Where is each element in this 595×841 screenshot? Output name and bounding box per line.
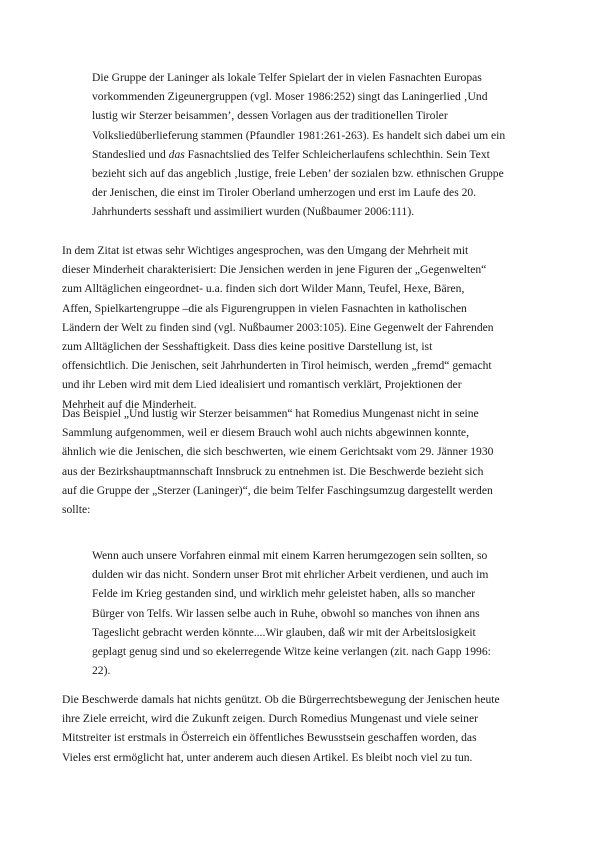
text-line: auf die Gruppe der „Sterzer (Laninger)“, die beim Telfer Faschingsumzug dargestellt werden [62,483,493,497]
text-line: bezieht sich auf das angeblich ‚lustige, freie Leben’ der sozialen bzw. ethnischen Gruppe [92,167,504,181]
text-line: und ihr Leben wird mit dem Lied idealisiert und romantisch verklärt, Projektionen der [62,378,462,392]
text-line: zum Alltäglichen eingeordnet- u.a. finden sich dort Wilder Mann, Teufel, Hexe, Bären, [62,282,465,296]
text-line: Sammlung aufgenommen, weil er diesem Brauch wohl auch nichts abgewinnen konnte, [62,426,469,440]
text-segment: Fasnachtslied des Telfer Schleicherlaufens schlechthin. Sein Text [184,147,490,161]
text-line: geplagt genug sind und so ekelerregende Witze keine verlangen (zit. nach Gapp 1996: [92,645,491,659]
text-line: aus der Bezirkshauptmannschaft Innsbruck zu entnehmen ist. Die Beschwerde bezieht sich [62,464,484,478]
text-line: Die Gruppe der Laninger als lokale Telfer Spielart der in vielen Fasnachten Europas [92,71,482,84]
text-line: dieser Minderheit charakterisiert: Die Jensichen werden in jene Figuren der „Gegenwelten“ [62,263,487,277]
text-line: zum Alltäglichen der Sesshaftigkeit. Dass dies keine positive Darstellung ist, ist [62,340,433,354]
text-line: dulden wir das nicht. Sondern unser Brot mit ehrlicher Arbeit verdienen, und auch im [92,568,489,582]
text-line: Wenn auch unsere Vorfahren einmal mit einem Karren herumgezogen sein sollten, so [92,549,488,562]
text-line: Tageslicht gebracht werden könnte....Wir glauben, daß wir mit der Arbeitslosigkeit [92,625,476,639]
text-line: Ländern der Welt zu finden sind (vgl. Nußbaumer 2003:105). Eine Gegenwelt der Fahrenden [62,320,494,334]
text-line: ähnlich wie die Jenischen, die sich beschwerten, wie einem Gerichtsakt vom 29. Jänner 1930 [62,445,494,459]
text-line: Bürger von Telfs. Wir lassen selbe auch in Ruhe, obwohl so manches von ihnen ans [92,606,480,620]
text-line: 22). [92,664,111,678]
text-line: Mehrheit auf die Minderheit. [62,397,197,411]
text-line [92,145,532,164]
text-line: Vieles erst ermöglicht hat, unter anderem auch diesen Artikel. Es bleibt noch viel zu tun. [62,750,473,764]
block-quote-laningerlied [92,68,532,222]
paragraph-beschwerde-intro [62,404,532,519]
text-line: sollte: [62,503,91,517]
emphasis-text: das [168,147,185,161]
text-line: Affen, Spielkartengruppe –die als Figurengruppen in vielen Fasnachten in katholischen [62,301,467,315]
text-line: Felde im Krieg gestanden sind, und wirklich mehr geleistet haben, alls so mancher [92,587,476,601]
text-line: Mitstreiter ist erstmals in Österreich ein öffentliches Bewusstsein geschaffen worden, das [62,731,477,745]
text-line: Jahrhunderts sesshaft und assimiliert wurden (Nußbaumer 2006:111). [92,205,415,219]
text-line: Die Beschwerde damals hat nichts genützt. Ob die Bürgerrechtsbewegung der Jenischen heute [62,693,500,706]
text-line: offensichtlich. Die Jenischen, seit Jahrhunderten in Tirol heimisch, werden „fremd“ gemacht [62,359,492,373]
text-segment: Standeslied und [92,147,169,161]
text-line: Das Beispiel „Und lustig wir Sterzer beisammen“ hat Romedius Mungenast nicht in seine [62,407,479,420]
text-line: Volksliedüberlieferung stammen (Pfaundler 1981:261-263). Es handelt sich dabei um ein [92,128,506,142]
text-line: ihre Ziele erreicht, wird die Zukunft zeigen. Durch Romedius Mungenast und viele seiner [62,712,478,726]
block-quote-beschwerde [92,546,532,680]
paragraph-conclusion [62,690,532,767]
text-line: vorkommenden Zigeunergruppen (vgl. Moser 1986:252) singt das Laningerlied ‚Und [92,90,488,104]
text-line: lustig wir Sterzer beisammen’, dessen Vorlagen aus der traditionellen Tiroler [92,109,448,123]
text-line: der Jenischen, die einst im Tiroler Oberland umherzogen und erst im Laufe des 20. [92,186,477,200]
paragraph-gegenwelten [62,241,532,414]
text-line: In dem Zitat ist etwas sehr Wichtiges angesprochen, was den Umgang der Mehrheit mit [62,244,469,257]
